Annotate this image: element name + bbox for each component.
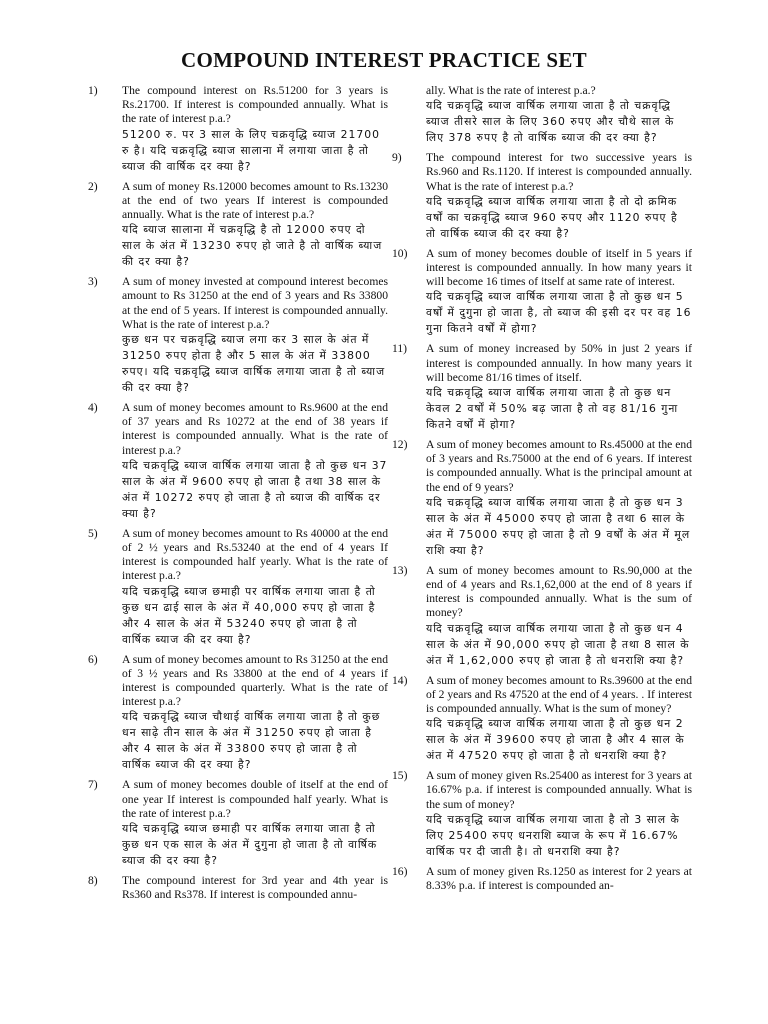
question-english-text: A sum of money becomes amount to Rs 31250 at the end of 3 ½ years and Rs 33800 at the end of 4 years if interest is compounded quarterly. What is the rate of interest p.a.?	[122, 652, 388, 709]
question-hindi-text: यदि चक्रवृद्धि ब्याज वार्षिक लगाया जाता है तो कुछ धन केवल 2 वर्षों में 50% बढ़ जाता है तो वह 81/16 गुना कितने वर्षों में होगा?	[426, 386, 679, 432]
question-english-text: A sum of money becomes amount to Rs.45000 at the end of 3 years and Rs.75000 at the end of 6 years. If interest is compounded annually. What is the principal amount at the end of 9 years?	[426, 438, 692, 494]
question-item	[392, 151, 692, 242]
question-hindi-text: यदि चक्रवृद्धि ब्याज वार्षिक लगाया जाता है तो कुछ धन 5 वर्षों में दुगुना हो जाता है, तो ब्याज की इसी दर पर वह 16 गुना कितने वर्षों में होगा?	[426, 290, 692, 336]
question-english-text: A sum of money given Rs.25400 as interest for 3 years at 16.67% p.a. if interest is compounded annually. What is the sum of money?	[426, 769, 692, 811]
question-hindi-text: यदि ब्याज सालाना में चक्रवृद्धि है तो 12000 रुपए दो साल के अंत में 13230 रुपए हो जाते है तो वार्षिक ब्याज की दर क्या है?	[122, 223, 383, 269]
question-item	[392, 438, 692, 559]
question-number: 3)	[88, 275, 98, 289]
question-hindi-text: यदि चक्रवृद्धि ब्याज छमाही पर वार्षिक लगाया जाता है तो कुछ धन ढाई साल के अंत में 40,000 रुपए हो जाता है और 4 साल के अंत में 53240 रुपए हो जाता है तो वार्षिक ब्याज की दर क्या है?	[122, 584, 376, 646]
question-number: 9)	[392, 151, 402, 165]
question-english-text: A sum of money becomes amount to Rs.39600 at the end of 2 years and Rs 47520 at the end of 4 years. . If interest is compounded annually. What is the sum of money?	[426, 673, 692, 716]
question-number: 1)	[88, 84, 98, 97]
question-continuation	[392, 84, 692, 146]
question-item	[392, 342, 692, 433]
question-number: 13)	[392, 563, 408, 577]
question-item	[88, 275, 388, 396]
question-item	[88, 180, 388, 271]
question-hindi-text: यदि चक्रवृद्धि ब्याज वार्षिक लगाया जाता है तो कुछ धन 3 साल के अंत में 45000 रुपए हो जाता है तथा 6 साल के अंत में 75000 रुपए हो जाता है तो 9 वर्षों के अंत में मूल राशि क्या है?	[426, 495, 691, 557]
question-item	[392, 247, 692, 338]
question-english-text: A sum of money invested at compound interest becomes amount to Rs 31250 at the end of 3 years and Rs 33800 at the end of 5 years. If interest is compounded annually. What is the rate of interest p.a.?	[122, 275, 388, 331]
question-hindi-text: यदि चक्रवृद्धि ब्याज वार्षिक लगाया जाता है तो 3 साल के लिए 25400 रुपए धनराशि ब्याज के रूप में 16.67% वार्षिक पर दी जाती है। तो धनराशि क्या है?	[426, 812, 680, 858]
question-english-text: A sum of money becomes double of itself at the end of one year If interest is compounded half yearly. What is the rate of interest p.a.?	[122, 778, 388, 820]
right-column	[392, 84, 692, 898]
question-item	[88, 84, 388, 175]
question-english-text: The compound interest on Rs.51200 for 3 years is Rs.21700. If interest is compounded annually. What is the rate of interest p.a.?	[122, 84, 388, 126]
question-item	[88, 778, 388, 869]
question-number: 16)	[392, 864, 408, 878]
question-english-text: ally. What is the rate of interest p.a.?	[426, 84, 596, 97]
question-item	[392, 674, 692, 765]
question-english-text: A sum of money becomes amount to Rs.9600 at the end of 37 years and Rs 10272 at the end of 38 years if interest is compounded annually. What is the rate of interest p.a.?	[122, 401, 388, 457]
question-item	[88, 874, 388, 902]
question-item	[392, 865, 692, 893]
question-english-text: A sum of money becomes amount to Rs 40000 at the end of 2 ½ years and Rs.53240 at the end of 4 years If interest is compounded half yearly. What is the rate of interest p.a.?	[122, 526, 388, 583]
question-english-text: A sum of money becomes amount to Rs.90,000 at the end of 4 years and Rs.1,62,000 at the end of 8 years if interest is compounded annually. What is the sum of money?	[426, 563, 692, 620]
question-item	[88, 653, 388, 774]
question-hindi-text: 51200 रु. पर 3 साल के लिए चक्रवृद्धि ब्याज 21700 रु है। यदि चक्रवृद्धि ब्याज सालाना में लगाया जाता है तो ब्याज की वार्षिक दर क्या है?	[122, 127, 380, 173]
question-number: 15)	[392, 769, 408, 783]
question-english-text: The compound interest for 3rd year and 4th year is Rs360 and Rs378. If interest is compounded annu-	[122, 874, 388, 902]
question-item	[88, 527, 388, 648]
question-number: 4)	[88, 401, 98, 415]
question-number: 12)	[392, 438, 408, 452]
question-hindi-text: यदि चक्रवृद्धि ब्याज वार्षिक लगाया जाता है तो कुछ धन 2 साल के अंत में 39600 रुपए हो जाता है और 4 साल के अंत में 47520 रुपए हो जाता है तो धनराशि क्या है?	[426, 717, 685, 763]
page-title: COMPOUND INTEREST PRACTICE SET	[181, 48, 587, 72]
question-number: 7)	[88, 778, 98, 792]
question-item	[88, 401, 388, 522]
question-hindi-text: यदि चक्रवृद्धि ब्याज छमाही पर वार्षिक लगाया जाता है तो कुछ धन एक साल के अंत में दुगुना हो जाता है तो वार्षिक ब्याज की दर क्या है?	[122, 822, 378, 868]
question-english-text: A sum of money becomes double of itself in 5 years if interest is compounded annually. In how many years it will become 16 times of itself at same rate of interest.	[426, 246, 692, 289]
question-hindi-text: यदि चक्रवृद्धि ब्याज चौथाई वार्षिक लगाया जाता है तो कुछ धन साढ़े तीन साल के अंत में 31250 रुपए हो जाता है और 4 साल के अंत में 33800 रुपए हो जाता है तो वार्षिक ब्याज की दर क्या है?	[122, 710, 381, 772]
question-english-text: A sum of money given Rs.1250 as interest for 2 years at 8.33% p.a. if interest is compounded an-	[426, 864, 692, 893]
question-number: 6)	[88, 652, 98, 666]
question-number: 5)	[88, 526, 98, 540]
question-english-text: The compound interest for two successive years is Rs.960 and Rs.1120. If interest is compounded annually. What is the rate of interest p.a.?	[426, 151, 692, 193]
question-number: 10)	[392, 246, 408, 260]
question-number: 11)	[392, 342, 408, 356]
question-english-text: A sum of money Rs.12000 becomes amount to Rs.13230 at the end of two years If interest is compounded annually. What is the rate of interest p.a.?	[122, 179, 388, 222]
question-item	[392, 564, 692, 669]
question-number: 2)	[88, 179, 98, 193]
question-item	[392, 769, 692, 860]
question-hindi-text: यदि चक्रवृद्धि ब्याज वार्षिक लगाया जाता है तो कुछ धन 4 साल के अंत में 90,000 रुपए हो जाता है तथा 8 साल के अंत में 1,62,000 रुपए हो जाता है तो धनराशि क्या है?	[426, 621, 690, 667]
left-column	[88, 84, 388, 907]
question-hindi-text: कुछ धन पर चक्रवृद्धि ब्याज लगा कर 3 साल के अंत में 31250 रुपए होता है और 5 साल के अंत में 33800 रुपए। यदि चक्रवृद्धि ब्याज वार्षिक लगाया जाता है तो ब्याज की दर क्या है?	[122, 333, 386, 395]
question-number: 8)	[88, 874, 98, 888]
question-hindi-text: यदि चक्रवृद्धि ब्याज वार्षिक लगाया जाता है तो दो क्रमिक वर्षों का चक्रवृद्धि ब्याज 960 रुपए और 1120 रुपए है तो वार्षिक ब्याज की दर क्या है?	[426, 194, 678, 240]
question-hindi-text: यदि चक्रवृद्धि ब्याज वार्षिक लगाया जाता है तो कुछ धन 37 साल के अंत में 9600 रुपए हो जाता है तथा 38 साल के अंत में 10272 रुपए हो जाता है तो ब्याज की वार्षिक दर क्या है?	[122, 458, 388, 520]
question-number: 14)	[392, 673, 408, 687]
question-hindi-text: यदि चक्रवृद्धि ब्याज वार्षिक लगाया जाता है तो चक्रवृद्धि ब्याज तीसरे साल के लिए 360 रुपए और चौथे साल के लिए 378 रुपए है तो वार्षिक ब्याज की दर क्या है?	[426, 99, 675, 145]
question-english-text: A sum of money increased by 50% in just 2 years if interest is compounded annually. In how many years it will become 81/16 times of itself.	[426, 342, 692, 384]
